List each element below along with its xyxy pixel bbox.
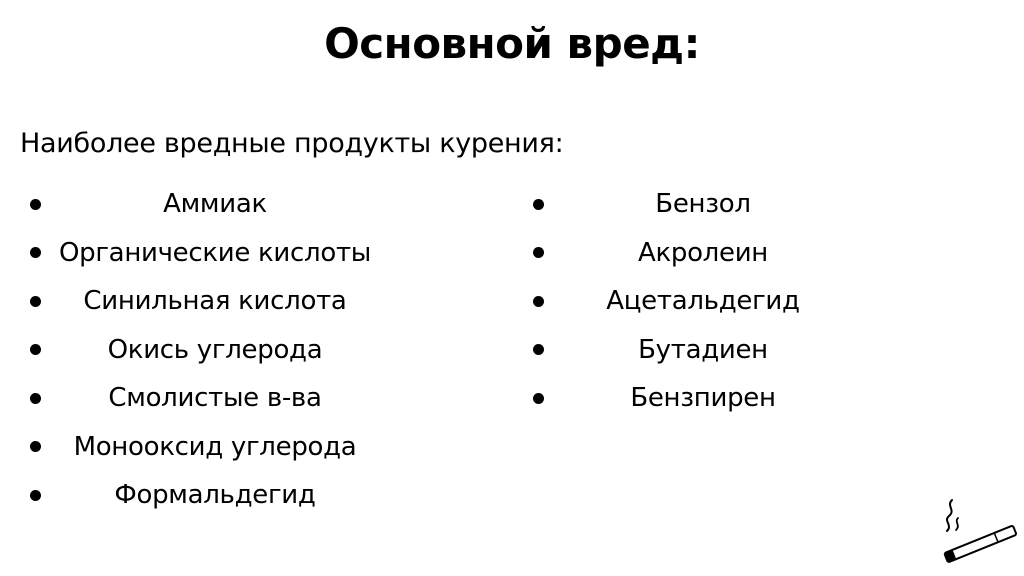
list-item — [533, 326, 833, 375]
list-item — [30, 229, 390, 278]
bullet-icon — [533, 247, 544, 258]
harmful-products-list-right — [533, 180, 833, 423]
list-item — [533, 374, 833, 423]
list-item — [30, 471, 390, 520]
list-item-label: Окись углерода — [107, 334, 323, 365]
list-item-label: Синильная кислота — [83, 286, 347, 317]
list-item-label: Бензпирен — [630, 383, 776, 414]
cigarette-icon — [936, 498, 1020, 564]
bullet-icon — [533, 393, 544, 404]
bullet-icon — [533, 199, 544, 210]
list-item — [30, 374, 390, 423]
list-item-label: Ацетальдегид — [606, 286, 800, 317]
harmful-products-list-left — [30, 180, 390, 520]
slide-title: Основной вред: — [324, 19, 700, 68]
slide-subtitle: Наиболее вредные продукты курения: — [20, 128, 564, 159]
list-item — [533, 229, 833, 278]
list-item-label: Органические кислоты — [58, 237, 372, 268]
list-item-label: Аммиак — [163, 189, 267, 220]
list-item-label: Бутадиен — [638, 334, 768, 365]
list-item — [533, 180, 833, 229]
list-item-label: Акролеин — [637, 237, 768, 268]
list-item — [533, 277, 833, 326]
list-item-label: Формальдегид — [114, 480, 316, 511]
list-item — [30, 277, 390, 326]
list-item — [30, 423, 390, 472]
list-item-label: Монооксид углерода — [73, 431, 357, 462]
list-item-label: Смолистые в-ва — [108, 383, 322, 414]
list-item-label: Бензол — [655, 189, 751, 220]
list-item — [30, 180, 390, 229]
bullet-icon — [533, 296, 544, 307]
list-item — [30, 326, 390, 375]
bullet-icon — [533, 344, 544, 355]
